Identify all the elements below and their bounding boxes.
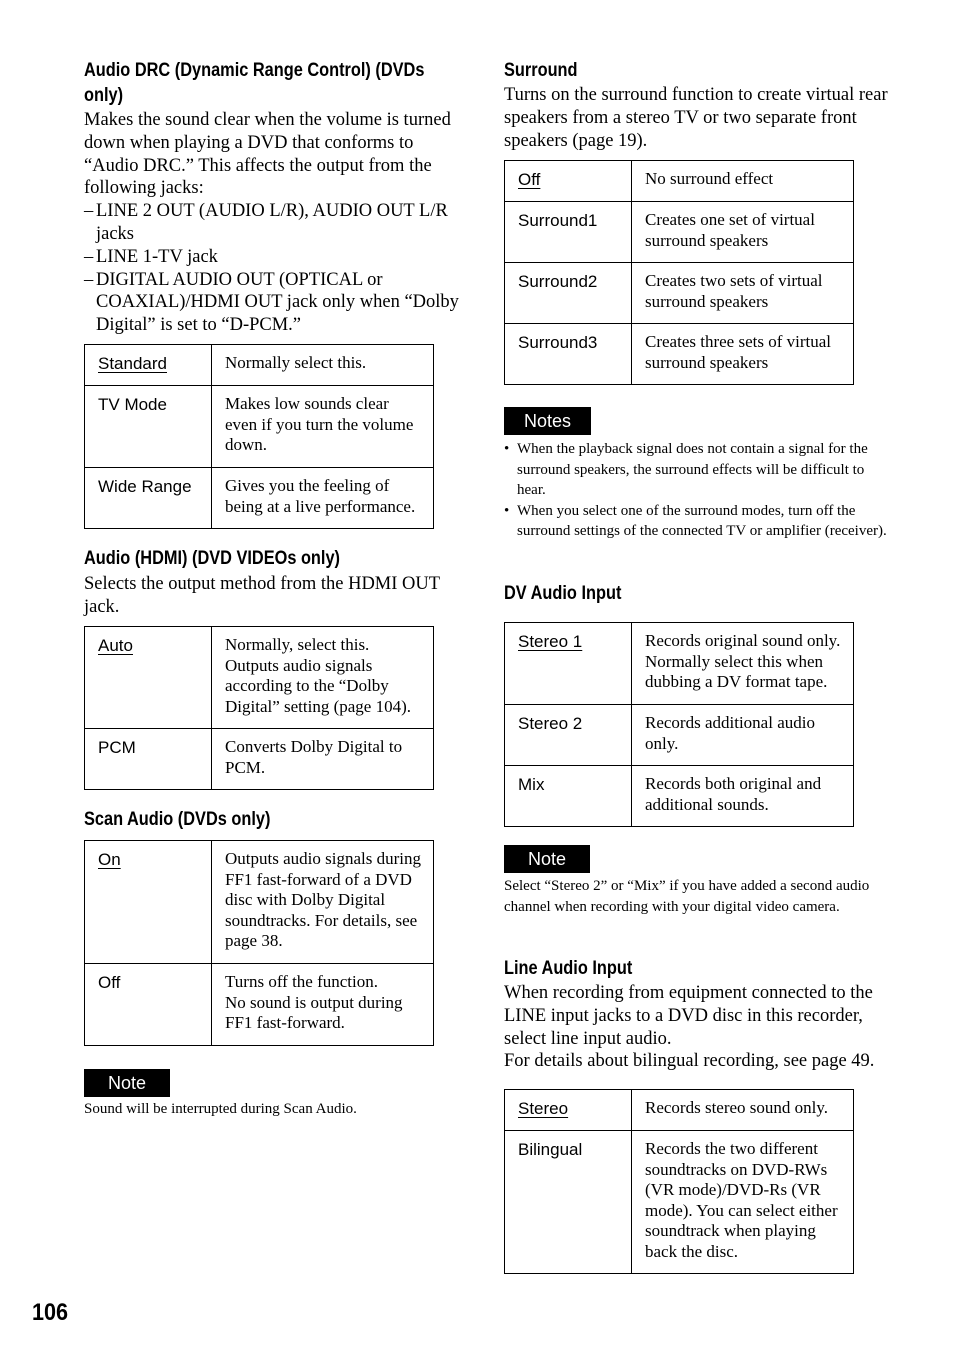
option-description: Records both original and additional sounds. xyxy=(632,766,854,827)
option-surround1[interactable]: Surround1 xyxy=(505,202,632,263)
option-label: On xyxy=(98,850,121,869)
option-stereo-2[interactable]: Stereo 2 xyxy=(505,705,632,766)
dv-audio-note-label: Note xyxy=(504,845,590,873)
option-mix[interactable]: Mix xyxy=(505,766,632,827)
audio-hdmi-description: Selects the output method from the HDMI OUT jack. xyxy=(84,574,440,617)
option-description: Records the two different soundtracks on DVD-RWs (VR mode)/DVD-Rs (VR mode). You can select either soundtrack when playing back the disc. xyxy=(632,1131,854,1274)
table-row xyxy=(85,627,434,729)
option-auto[interactable] xyxy=(85,627,212,729)
line-audio-options-table xyxy=(504,1089,854,1274)
option-description: Records stereo sound only. xyxy=(632,1090,854,1131)
scan-audio-heading: Scan Audio (DVDs only) xyxy=(84,809,271,830)
table-row xyxy=(85,345,434,386)
surround-heading: Surround xyxy=(504,60,578,81)
line-audio-description-block xyxy=(504,982,896,1073)
option-description: Records additional audio only. xyxy=(632,705,854,766)
table-row xyxy=(505,1131,854,1274)
table-row xyxy=(505,766,854,827)
surround-notes-list xyxy=(504,439,894,542)
option-surround3[interactable]: Surround3 xyxy=(505,324,632,385)
audio-drc-heading xyxy=(84,58,424,108)
dv-audio-note: Select “Stereo 2” or “Mix” if you have added a second audio channel when recording with your digital video camera. xyxy=(504,878,870,915)
dv-audio-input-heading: DV Audio Input xyxy=(504,583,622,604)
table-row xyxy=(85,386,434,468)
option-description: Records original sound only. Normally select this when dubbing a DV format tape. xyxy=(632,623,854,705)
table-row xyxy=(505,263,854,324)
option-label: Off xyxy=(518,170,541,189)
option-description: Normally, select this. Outputs audio signals according to the “Dolby Digital” setting (page 104). xyxy=(212,627,434,729)
table-row xyxy=(505,1090,854,1131)
option-label: Standard xyxy=(98,354,167,373)
dv-audio-options-table xyxy=(504,622,854,827)
option-standard[interactable] xyxy=(85,345,212,386)
option-description: Creates three sets of virtual surround speakers xyxy=(632,324,854,385)
list-item: • When you select one of the surround modes, turn off the surround settings of the connected TV or amplifier (receiver). xyxy=(504,501,894,542)
table-row xyxy=(505,161,854,202)
audio-drc-description-block xyxy=(84,109,466,337)
option-surround-off[interactable] xyxy=(505,161,632,202)
option-description: Creates two sets of virtual surround speakers xyxy=(632,263,854,324)
option-description: Creates one set of virtual surround speakers xyxy=(632,202,854,263)
option-label: Stereo 1 xyxy=(518,632,583,651)
table-row xyxy=(85,729,434,790)
option-description: Converts Dolby Digital to PCM. xyxy=(212,729,434,790)
audio-hdmi-options-table xyxy=(84,626,434,790)
audio-drc-jack-list xyxy=(84,200,466,337)
option-tv-mode[interactable]: TV Mode xyxy=(85,386,212,468)
audio-drc-title-line1: Audio DRC (Dynamic Range Control) (DVDs xyxy=(84,60,425,81)
option-description: Makes low sounds clear even if you turn the volume down. xyxy=(212,386,434,468)
surround-options-table xyxy=(504,160,854,385)
table-row xyxy=(505,202,854,263)
option-description-line: No sound is output during FF1 fast-forward. xyxy=(225,992,403,1032)
scan-audio-note-label: Note xyxy=(84,1069,170,1097)
table-row xyxy=(505,623,854,705)
table-row xyxy=(505,324,854,385)
option-description-line: Turns off the function. xyxy=(225,972,378,991)
option-on[interactable] xyxy=(85,841,212,964)
table-row xyxy=(85,468,434,529)
option-off[interactable]: Off xyxy=(85,964,212,1046)
option-stereo-1[interactable] xyxy=(505,623,632,705)
option-stereo[interactable] xyxy=(505,1090,632,1131)
surround-description: Turns on the surround function to create virtual rear speakers from a stereo TV or two separate front speakers (page 19). xyxy=(504,85,888,151)
option-description: No surround effect xyxy=(632,161,854,202)
line-audio-input-heading: Line Audio Input xyxy=(504,958,633,979)
audio-hdmi-heading: Audio (HDMI) (DVD VIDEOs only) xyxy=(84,548,340,569)
audio-drc-description: Makes the sound clear when the volume is turned down when playing a DVD that conforms to “Audio DRC.” This affects the output from the following jacks: xyxy=(84,110,451,199)
scan-audio-options-table xyxy=(84,840,434,1046)
list-item: – LINE 2 OUT (AUDIO L/R), AUDIO OUT L/R jacks xyxy=(84,200,466,246)
surround-notes-label: Notes xyxy=(504,407,591,435)
page-number: 106 xyxy=(32,1299,69,1326)
option-description: Normally select this. xyxy=(212,345,434,386)
option-wide-range[interactable]: Wide Range xyxy=(85,468,212,529)
list-item: – LINE 1-TV jack xyxy=(84,246,466,269)
table-row xyxy=(85,964,434,1046)
option-label: Stereo xyxy=(518,1099,569,1118)
audio-drc-options-table xyxy=(84,344,434,529)
line-audio-description-2: For details about bilingual recording, see page 49. xyxy=(504,1051,875,1072)
table-row xyxy=(85,841,434,964)
option-surround2[interactable]: Surround2 xyxy=(505,263,632,324)
line-audio-description: When recording from equipment connected to the LINE input jacks to a DVD disc in this recorder, select line input audio. xyxy=(504,983,873,1049)
option-description: Outputs audio signals during FF1 fast-forward of a DVD disc with Dolby Digital soundtracks. For details, see page 38. xyxy=(212,841,434,964)
list-item: – DIGITAL AUDIO OUT (OPTICAL or COAXIAL)/HDMI OUT jack only when “Dolby Digital” is set to “D-PCM.” xyxy=(84,269,466,337)
audio-drc-title-line2: only) xyxy=(84,85,124,106)
list-item: • When the playback signal does not contain a signal for the surround speakers, the surround effects will be difficult to hear. xyxy=(504,439,894,501)
table-row xyxy=(505,705,854,766)
option-description: Gives you the feeling of being at a live performance. xyxy=(212,468,434,529)
scan-audio-note: Sound will be interrupted during Scan Audio. xyxy=(84,1101,357,1117)
option-label: Auto xyxy=(98,636,133,655)
option-description xyxy=(212,964,434,1046)
option-pcm[interactable]: PCM xyxy=(85,729,212,790)
option-bilingual[interactable]: Bilingual xyxy=(505,1131,632,1274)
